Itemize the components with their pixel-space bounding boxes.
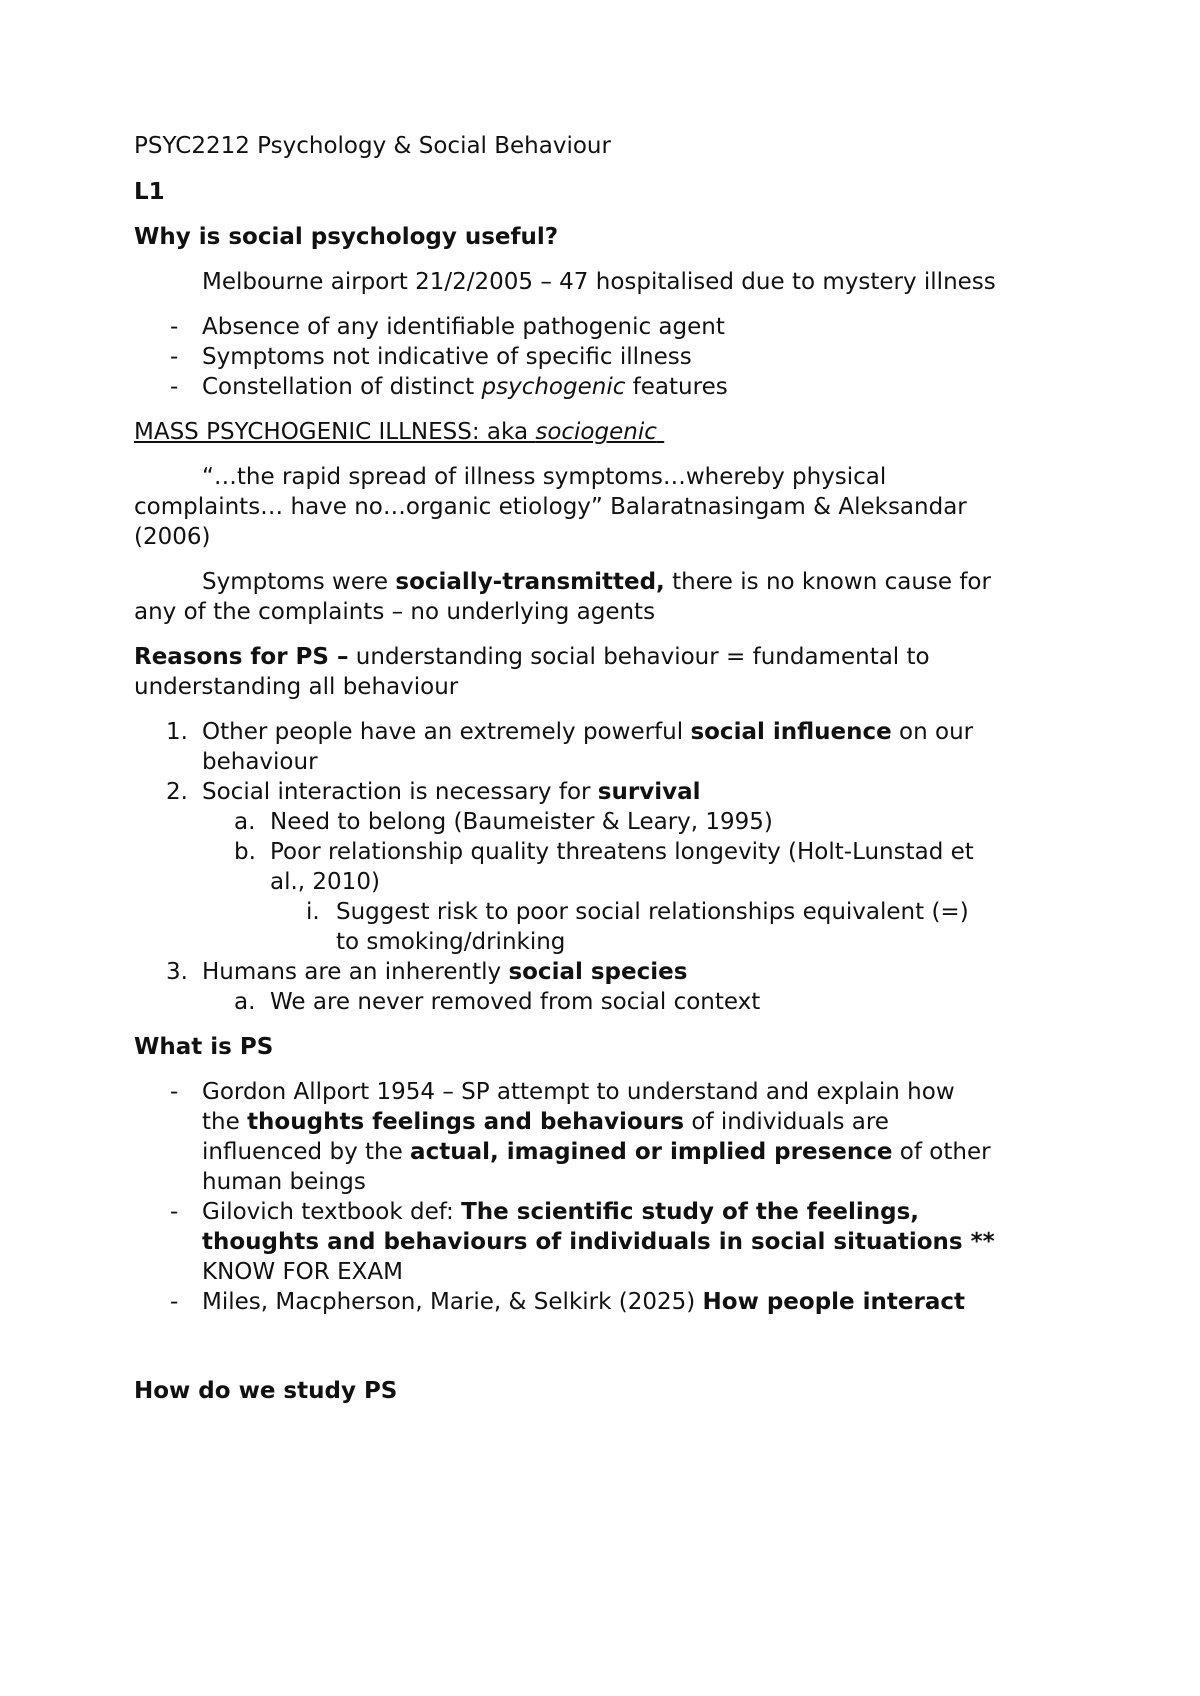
list-item-continuation: thoughts and behaviours of individuals in social situations ** [202,1229,995,1255]
list-item: Need to belong (Baumeister & Leary, 1995) [270,809,773,835]
heading-what-is-ps: What is PS [134,1034,274,1060]
list-item: Gordon Allport 1954 – SP attempt to understand and explain how [202,1079,955,1105]
bullet-marker: - [170,314,179,340]
bullet-marker: - [170,1079,179,1105]
symptoms-line: Symptoms were socially-transmitted, there is no known cause for [202,569,991,595]
list-item: Miles, Macpherson, Marie, & Selkirk (2025) How people interact [202,1289,965,1315]
mpi-heading: MASS PSYCHOGENIC ILLNESS: aka sociogenic [134,419,657,445]
bullet-marker: - [170,1289,179,1315]
list-item: We are never removed from social context [270,989,761,1015]
heading-why-useful: Why is social psychology useful? [134,224,559,250]
list-item-continuation: KNOW FOR EXAM [202,1259,403,1285]
document-title: PSYC2212 Psychology & Social Behaviour [134,133,611,159]
list-item-continuation: the thoughts feelings and behaviours of individuals are [202,1109,889,1135]
list-item-continuation: to smoking/drinking [336,929,566,955]
list-item: Humans are an inherently social species [202,959,688,985]
list-item-continuation: al., 2010) [270,869,380,895]
list-number: 3. [166,959,188,985]
list-item-continuation: human beings [202,1169,366,1195]
list-item: Poor relationship quality threatens longevity (Holt-Lunstad et [270,839,974,865]
list-item-continuation: influenced by the actual, imagined or implied presence of other [202,1139,991,1165]
list-item: Suggest risk to poor social relationships equivalent (=) [336,899,969,925]
case-study-line: Melbourne airport 21/2/2005 – 47 hospitalised due to mystery illness [202,269,996,295]
list-item: Other people have an extremely powerful social influence on our [202,719,974,745]
list-item: Gilovich textbook def: The scientific study of the feelings, [202,1199,920,1225]
lecture-label: L1 [134,179,165,205]
bullet-marker: - [170,344,179,370]
list-item: Social interaction is necessary for survival [202,779,701,805]
reasons-line: Reasons for PS – understanding social behaviour = fundamental to [134,644,930,670]
list-item: Constellation of distinct psychogenic features [202,374,728,400]
quote-line: complaints… have no…organic etiology” Balaratnasingam & Aleksandar [134,494,967,520]
bullet-marker: - [170,1199,179,1225]
quote-line: “…the rapid spread of illness symptoms…whereby physical [202,464,887,490]
list-item: Absence of any identifiable pathogenic agent [202,314,725,340]
reasons-line: understanding all behaviour [134,674,459,700]
list-item: Symptoms not indicative of specific illness [202,344,692,370]
list-roman: i. [306,899,320,925]
heading-how-study-ps: How do we study PS [134,1378,398,1404]
list-number: 1. [166,719,188,745]
list-number: 2. [166,779,188,805]
list-letter: a. [234,989,256,1015]
list-letter: a. [234,809,256,835]
quote-line: (2006) [134,524,211,550]
symptoms-line: any of the complaints – no underlying agents [134,599,656,625]
list-item-continuation: behaviour [202,749,318,775]
bullet-marker: - [170,374,179,400]
list-letter: b. [234,839,256,865]
